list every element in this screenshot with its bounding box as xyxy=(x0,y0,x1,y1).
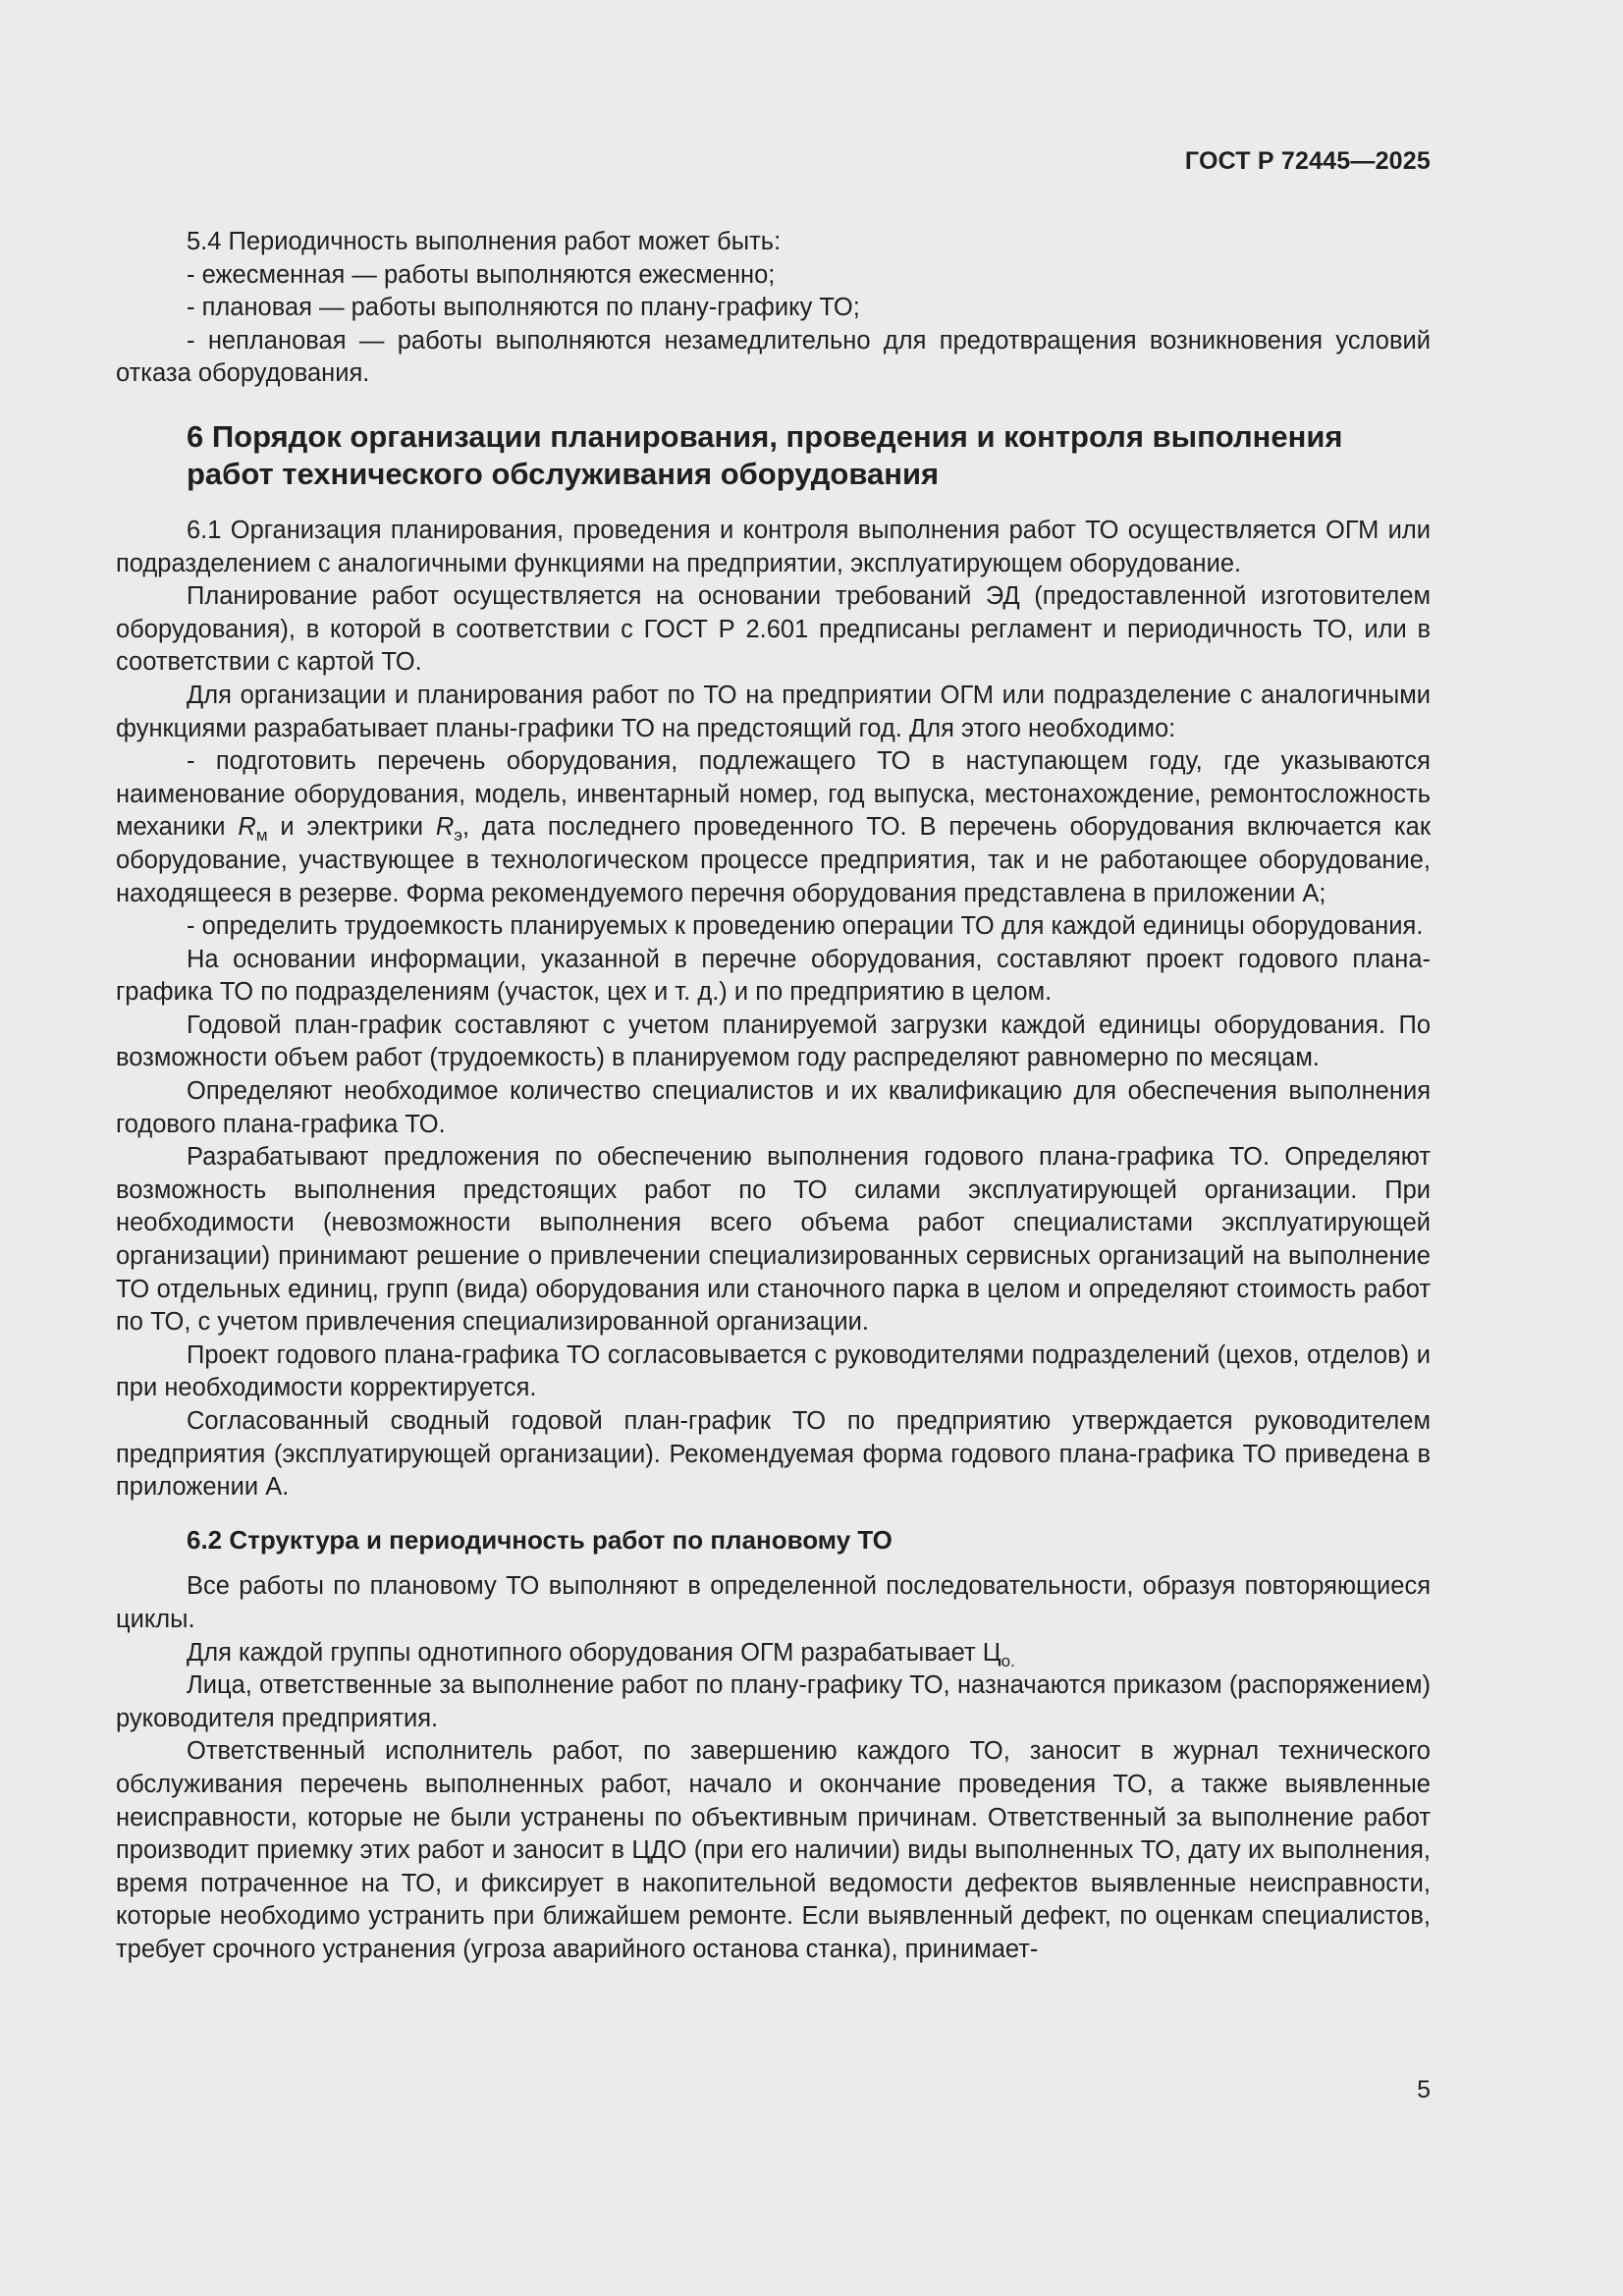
paragraph: Планирование работ осуществляется на основании требований ЭД (предоставленной изготовителем оборудования), в которой в соответствии с ГОСТ Р 2.601 предписаны регламент и периодичность ТО, или в соответствии с картой ТО. xyxy=(116,582,1431,677)
text-run: Для каждой группы однотипного оборудования ОГМ разрабатывает Ц xyxy=(187,1638,1001,1667)
document-body xyxy=(116,226,1431,1967)
paragraph: 5.4 Периодичность выполнения работ может быть: xyxy=(187,228,782,255)
list-item: - неплановая — работы выполняются незамедлительно для предотвращения возникновения условий отказа оборудования. xyxy=(116,326,1431,388)
paragraph xyxy=(116,1637,1431,1670)
section-heading: 6 Порядок организации планирования, проведения и контроля выполнения работ технического обслуживания оборудования xyxy=(187,418,1343,491)
subscript: м xyxy=(255,826,268,846)
document-header: ГОСТ Р 72445—2025 xyxy=(1184,147,1431,175)
paragraph: Проект годового плана-графика ТО согласовывается с руководителями подразделений (цехов, отделов) и при необходимости корректируется. xyxy=(116,1340,1431,1402)
paragraph: Разрабатывают предложения по обеспечению выполнения годового плана-графика ТО. Определяют возможность выполнения предстоящих работ по ТО силами эксплуатирующей организации. При необходимости (невозможности выполнения всего объема работ специалистами эксплуатирующей организации) принимают решение о привлечении специализированных сервисных организаций на выполнение ТО отдельных единиц, групп (вида) оборудования или станочного парка в целом и определяют стоимость работ по ТО, с учетом привлечения специализированной организации. xyxy=(116,1143,1431,1337)
subscript: э xyxy=(454,826,462,846)
list-item: - плановая — работы выполняются по плану-графику ТО; xyxy=(187,294,860,322)
paragraph: Ответственный исполнитель работ, по завершению каждого ТО, заносит в журнал технического обслуживания перечень выполненных работ, начало и окончание проведения ТО, а также выявленные неисправности, которые не были устранены по объективным причинам. Ответственный за выполнение работ производит приемку этих работ и заносит в ЦДО (при его наличии) виды выполненных ТО, дату их выполнения, время потраченное на ТО, и фиксирует в накопительной ведомости дефектов выявленные неисправности, которые необходимо устранить при ближайшем ремонте. Если выявленный дефект, по оценкам специалистов, требует срочного устранения (угроза аварийного останова станка), принимает- xyxy=(116,1737,1431,1963)
page-number: 5 xyxy=(1417,2076,1431,2104)
text-run: , дата последнего проведенного ТО. В перечень оборудования включается как оборудование, участвующее в технологическом процессе предприятия, так и не работающее оборудование, находящееся в резерве. Форма рекомендуемого перечня оборудования представлена в приложении А; xyxy=(116,813,1431,907)
subsection-heading: 6.2 Структура и периодичность работ по плановому ТО xyxy=(187,1524,893,1555)
paragraph: Определяют необходимое количество специалистов и их квалификацию для обеспечения выполнения годового плана-графика ТО. xyxy=(116,1077,1431,1138)
paragraph: 6.1 Организация планирования, проведения и контроля выполнения работ ТО осуществляется ОГМ или подразделением с аналогичными функциями на предприятии, эксплуатирующем оборудование. xyxy=(116,516,1431,577)
paragraph: На основании информации, указанной в перечне оборудования, составляют проект годового плана-графика ТО по подразделениям (участок, цех и т. д.) и по предприятию в целом. xyxy=(116,945,1431,1007)
text-run: и электрики xyxy=(267,813,436,842)
text-run: - подготовить перечень оборудования, подлежащего ТО в наступающем году, где указываются наименование оборудования, модель, инвентарный номер, год выпуска, местонахождение, ремонтосложность механики xyxy=(116,747,1431,842)
paragraph: Согласованный сводный годовой план-график ТО по предприятию утверждается руководителем предприятия (эксплуатирующей организации). Рекомендуемая форма годового плана-графика ТО приведена в приложении А. xyxy=(116,1407,1431,1502)
paragraph: Все работы по плановому ТО выполняют в определенной последовательности, образуя повторяющиеся циклы. xyxy=(116,1572,1431,1633)
paragraph: Для организации и планирования работ по ТО на предприятии ОГМ или подразделение с аналогичными функциями разрабатывает планы-графики ТО на предстоящий год. Для этого необходимо: xyxy=(116,681,1431,742)
list-item: - ежесменная — работы выполняются ежесменно; xyxy=(187,260,776,289)
list-item xyxy=(116,745,1431,910)
paragraph: Лица, ответственные за выполнение работ по плану-графику ТО, назначаются приказом (распоряжением) руководителя предприятия. xyxy=(116,1671,1431,1732)
paragraph: Годовой план-график составляют с учетом планируемой загрузки каждой единицы оборудования. По возможности объем работ (трудоемкость) в планируемом году распределяют равномерно по месяцам. xyxy=(116,1011,1431,1072)
variable-r: R xyxy=(435,813,455,842)
list-item: - определить трудоемкость планируемых к проведению операции ТО для каждой единицы оборудования. xyxy=(187,912,1424,941)
variable-r: R xyxy=(238,813,256,842)
subscript: о. xyxy=(1001,1651,1015,1670)
